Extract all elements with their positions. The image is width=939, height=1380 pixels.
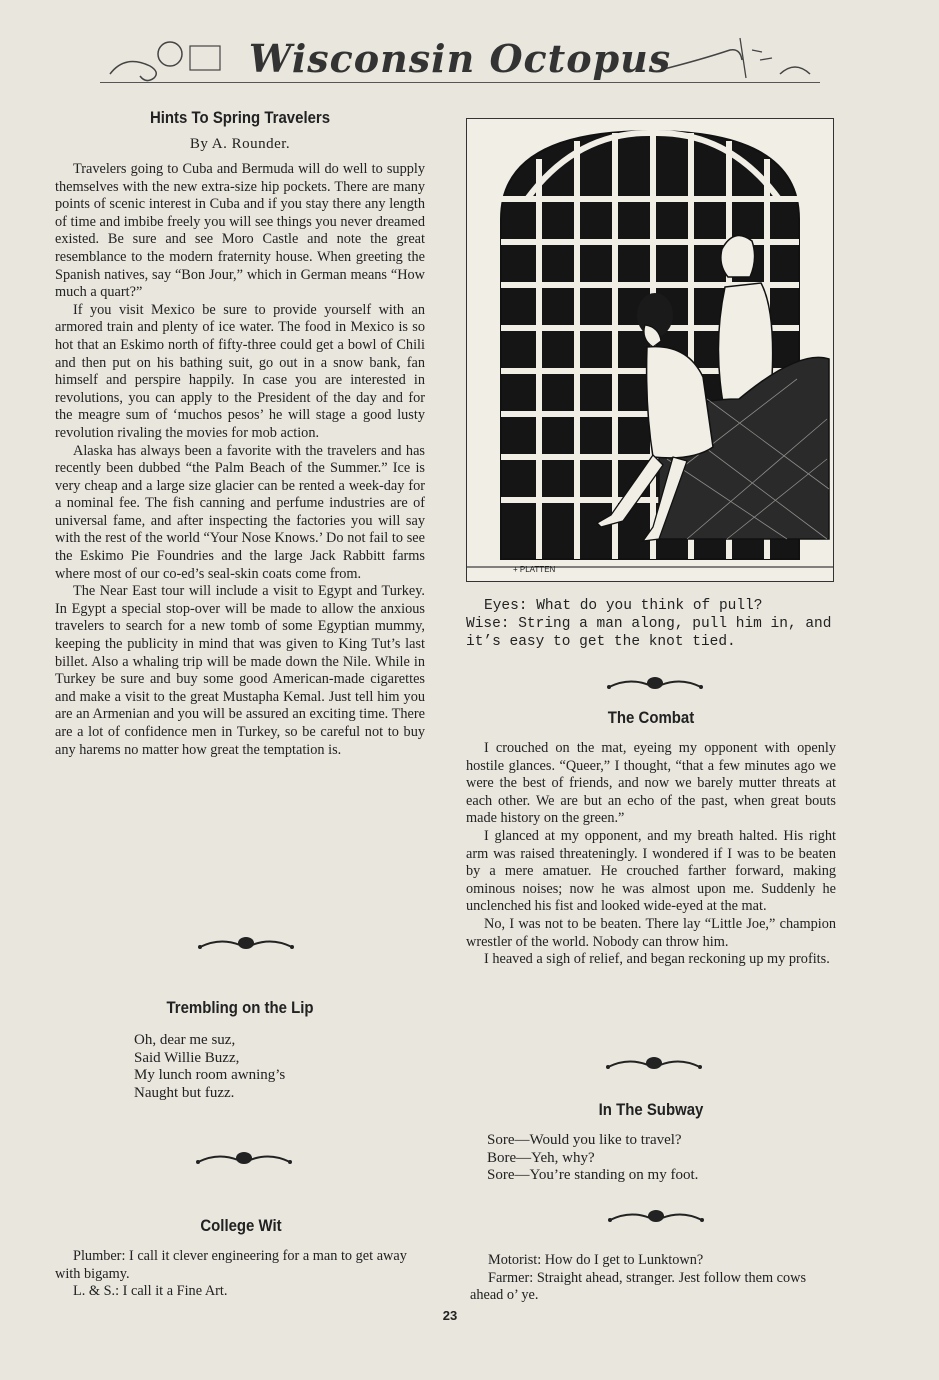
paragraph: Alaska has always been a favorite with the travelers and has recently been dubbed “the Palm Beach of the Summer.” Ice is very cheap and a large size glacier can be rented a week-day for a nominal fee. The fish canning and perfume industries are of universal fame, and after inspecting the factories you will say with the rest of the world “Your Nose Knows.’ Do not fail to see the Eskimo Pie Foundries and the large Jack Rabbitt farms where most of our co-ed’s seal-skin coats come from. (55, 442, 425, 582)
dialog-line: Motorist: How do I get to Lunktown? (488, 1252, 704, 1268)
joke-title: In The Subway (598, 1100, 704, 1119)
paragraph: The Near East tour will include a visit to Egypt and Turkey. In Egypt a special stop-over will be made to allow the anxious travelers to search for a new tomb of some Egyptian mummy, keeping the publicity in mind that was given to King Tut’s last billet. Also a whaling trip will be made down the Nile. While in Turkey be sure and buy some good American-made cigarettes and make a visit to the great Mustapha Kemal. Just tell him you are an Armenian and you will be assured an exciting time. There are a lot of confidence men in Turkey, so be careful not to buy any harems no matter how great the temptation is. (55, 583, 425, 758)
divider-ornament (194, 1150, 294, 1166)
joke-subway (466, 1100, 836, 1185)
paragraph: Travelers going to Cuba and Bermuda will do well to supply themselves with the new extra-size hip pockets. There are many points of scenic interest in Cuba and if you stay there any length of time and imbibe freely you will see things you never dreamed existed. Be sure and see Moro Castle and note the great resemblance to the modern fraternity house. When greeting the Spanish natives, say “Bon Jour,” which in German means “How much a quart?” (55, 161, 425, 301)
joke-motorist (470, 1252, 838, 1305)
divider-ornament (605, 675, 705, 691)
divider-ornament (196, 935, 296, 951)
masthead (100, 30, 820, 90)
paragraph: No, I was not to be beaten. There lay “Little Joe,” champion wrestler of the world. Nobody can throw him. (466, 915, 836, 950)
article-title: Hints To Spring Travelers (149, 108, 331, 127)
joke-title: College Wit (200, 1216, 282, 1235)
window-scene-drawing (467, 119, 833, 581)
dialog-line: Sore—Would you like to travel? (487, 1132, 682, 1148)
verse-line: Naught but fuzz. (134, 1085, 235, 1102)
joke-body (55, 1248, 427, 1301)
dialog-line: Plumber: I call it clever engineering for a man to get away with bigamy. (55, 1248, 407, 1282)
dialog-line: Sore—You’re standing on my foot. (487, 1167, 699, 1184)
divider-ornament (606, 1208, 706, 1224)
verse-line: Oh, dear me suz, (134, 1032, 236, 1048)
caption-line: Wise: String a man along, pull him in, and it’s easy to get the knot tied. (466, 616, 832, 650)
joke-college-wit (55, 1216, 427, 1301)
paragraph: I heaved a sigh of relief, and began reckoning up my profits. (484, 951, 830, 968)
story-title: The Combat (607, 708, 695, 727)
poem-trembling (55, 998, 425, 1103)
dialog-line: L. & S.: I call it a Fine Art. (73, 1283, 228, 1300)
article-hints (55, 108, 425, 759)
poem-title: Trembling on the Lip (166, 998, 314, 1017)
caption-line: Eyes: What do you think of pull? (484, 598, 763, 614)
article-byline: By A. Rounder. (189, 136, 291, 152)
masthead-title: Wisconsin Octopus (248, 36, 672, 81)
poem-body (134, 1032, 425, 1103)
cartoon-illustration (466, 118, 834, 582)
verse-line: Said Willie Buzz, (134, 1049, 240, 1066)
joke-body (487, 1132, 836, 1185)
verse-line: My lunch room awning’s (134, 1067, 286, 1084)
masthead-rule (100, 82, 820, 83)
dialog-line: Bore—Yeh, why? (487, 1149, 595, 1166)
cartoon-caption (466, 597, 838, 651)
story-body (466, 740, 836, 969)
paragraph: I glanced at my opponent, and my breath halted. His right arm was raised threateningly. I wondered if I was to be beaten by a mere amatuer. He crouched farther forward, making ominous noises; now he was almost upon me. Suddenly he unclenched his fist and looked wide-eyed at the mat. (466, 827, 836, 915)
article-body (55, 161, 425, 759)
page-number: 23 (442, 1308, 458, 1323)
dialog-line: Farmer: Straight ahead, stranger. Jest follow them cows ahead o’ ye. (470, 1269, 807, 1304)
divider-ornament (604, 1055, 704, 1071)
paragraph: I crouched on the mat, eyeing my opponent with openly hostile glances. “Queer,” I thought, “that a few minutes ago we were the best of friends, and now we barely mutter threats at each other. We are but an echo of the past, when great bouts made history on the green.” (466, 740, 836, 827)
artist-signature: + PLATTEN (513, 565, 556, 574)
paragraph: If you visit Mexico be sure to provide yourself with an armored train and plenty of ice water. The food in Mexico is so hot that an Eskimo north of fifty-three could get a bowl of Chili and then put on his bathing suit, go out in a snow bank, fan himself and perspire happily. In case you are interested in revolutions, you can apply to the President of the day and for the meagre sum of ‘muchos pesos’ he will stage a good lusty revolution rivaling the movies for mob action. (55, 301, 425, 441)
story-combat (466, 708, 836, 969)
